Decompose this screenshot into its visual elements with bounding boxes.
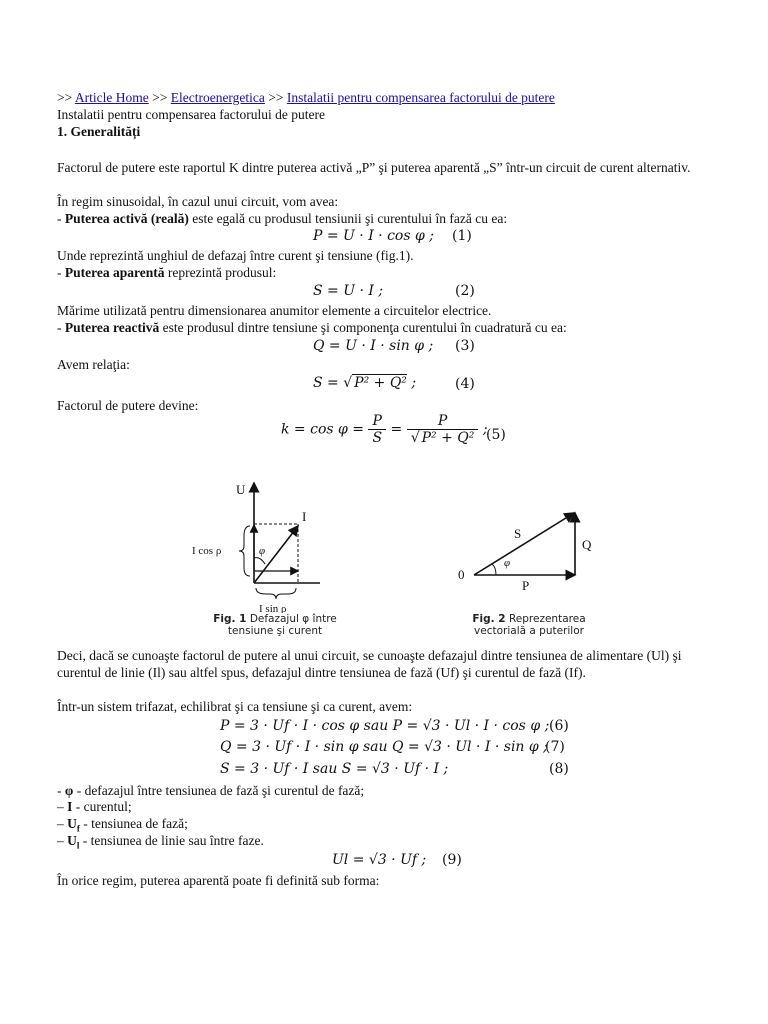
fig2-angle-arc [492,564,496,575]
equation-number-2: (2) [455,283,475,299]
definition-i: – I - curentul; [57,799,132,814]
fig2-label-p: P [522,578,530,593]
fig1-label-u: U [236,482,246,497]
paragraph-apparent-power: - Puterea aparentă reprezintă produsul: [57,265,277,280]
term-active-power: Puterea activă (reală) [64,211,189,226]
breadcrumb-separator: >> [152,90,168,105]
term-apparent-power: Puterea aparentă [64,265,165,280]
paragraph-phase-shift: Deci, dacă se cunoaşte factorul de putere al unui circuit, se cunoaşte defazajul dintre tensiunea de alimentare (Ul) şi curentul de linie (Il) sau altfel spus, defazajul dintre tensiunea de fază (Uf) şi curentul de fază (If). [57,648,682,680]
equation-9: Ul = √3 · Uf ; [332,852,427,868]
fig2-label-phi: φ [504,557,511,569]
definition-ul: – $U_l$ - tensiunea de linie sau între faze. [57,833,264,851]
equation-number-8: (8) [549,761,569,777]
equation-8: S = 3 · Uf · I sau S = √3 · Uf · I ; [220,761,449,777]
paragraph-phase-angle: Unde reprezintă unghiul de defazaj între curent şi tensiune (fig.1). [57,248,414,263]
figure-2-caption [464,613,594,637]
equation-5: k = cos φ = $\frac{P}{S}$ = $\frac{P}{\text{√ P² + Q²}}$ ; [281,413,488,446]
fig1-brace-bottom [256,588,296,599]
fig1-angle-arc [254,558,265,564]
breadcrumb-separator: >> [57,90,73,105]
fig1-label-isin: I sin ρ [259,603,287,613]
paragraph-power-factor-becomes: Factorul de putere devine: [57,398,199,413]
paragraph-power-factor: Factorul de putere este raportul K dintre puterea activă „P” şi puterea aparentă „S” într-un circuit de curent alternativ. [57,160,691,175]
paragraph-sinusoidal: În regim sinusoidal, în cazul unui circuit, vom avea: [57,194,339,209]
breadcrumb [57,90,555,106]
fig2-label-q: Q [582,537,592,552]
page-title: Instalatii pentru compensarea factorului de putere [57,107,326,122]
equation-3: Q = U · I · sin φ ; [313,338,434,354]
equation-number-3: (3) [455,338,475,354]
figure-2-caption-text: Reprezentarea vectorială a puterilor [474,613,586,637]
definition-phi: - φ - defazajul între tensiunea de fază şi curentul de fază; [57,783,365,798]
equation-7: Q = 3 · Uf · I · sin φ sau Q = √3 · Ul · I · sin φ ; [220,739,548,755]
equation-number-6: (6) [549,718,569,734]
figure-2-power-triangle [452,505,602,595]
equation-number-4: (4) [455,376,475,392]
breadcrumb-link-article-home[interactable]: Article Home [74,90,149,105]
fraction-p-over-s: $\frac{P}{S}$ [368,413,386,446]
equation-number-9: (9) [442,852,462,868]
figure-1-caption [205,613,345,637]
figure-2-caption-label: Fig. 2 [472,613,506,625]
equation-4: S = √ P² + Q² ; [313,375,417,391]
paragraph-dimensioning: Mărime utilizată pentru dimensionarea anumitor elemente a circuitelor electrice. [57,303,492,318]
paragraph-three-phase: Într-un sistem trifazat, echilibrat şi ca tensiune şi ca curent, avem: [57,699,413,714]
equation-number-7: (7) [545,739,565,755]
fig2-label-0: 0 [458,567,465,582]
fig2-vector-s [474,513,574,575]
breadcrumb-separator: >> [268,90,284,105]
fig1-label-icos: I cos ρ [192,545,222,557]
fig2-label-s: S [514,526,522,541]
figure-1-phase-diagram [190,478,330,613]
fig1-label-phi: φ [259,545,266,557]
term-reactive-power: Puterea reactivă [64,320,160,335]
equation-4-radicand: P² + Q² [354,375,407,391]
fraction-p-over-sqrt: $\frac{P}{\text{√ P² + Q²}}$ [407,413,479,446]
equation-2: S = U · I ; [313,283,384,299]
fig1-label-i: I [302,509,307,524]
definition-uf: – $U_f$ - tensiunea de fază; [57,816,188,834]
equation-number-5: (5) [486,427,506,443]
paragraph-reactive-power: - Puterea reactivă este produsul dintre tensiune şi componenţa curentului în cuadratură cu ea: [57,320,567,335]
paragraph-relation: Avem relaţia: [57,357,130,372]
figure-1-caption-label: Fig. 1 [213,613,247,625]
figure-1-caption-text: Defazajul φ între tensiune şi curent [227,613,337,637]
paragraph-any-regime: În orice regim, puterea aparentă poate fi definită sub forma: [57,873,380,888]
paragraph-active-power: - Puterea activă (reală) este egală cu produsul tensiunii şi curentului în fază cu ea: [57,211,508,226]
fig1-brace [239,526,250,576]
section-heading: 1. Generalități [57,124,141,139]
equation-6: P = 3 · Uf · I · cos φ sau P = √3 · Ul · I · cos φ ; [220,718,550,734]
breadcrumb-link-current-article[interactable]: Instalatii pentru compensarea factorului de putere [286,90,555,105]
equation-1: P = U · I · cos φ ; [313,228,434,244]
equation-number-1: (1) [452,228,472,244]
breadcrumb-link-electroenergetica[interactable]: Electroenergetica [170,90,265,105]
